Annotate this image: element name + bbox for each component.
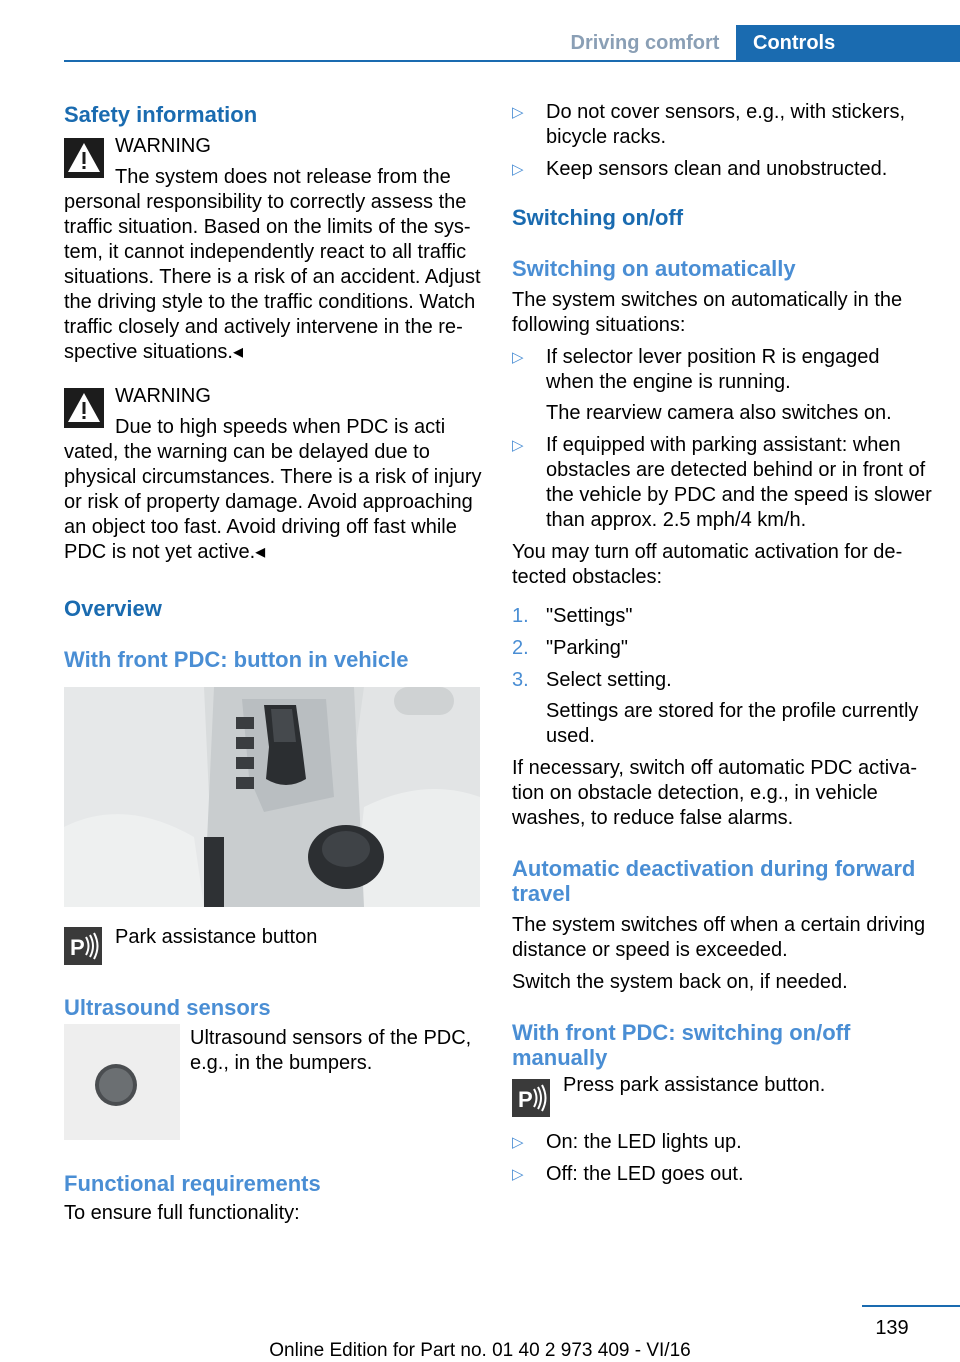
manual-heading: With front PDC: switching on/off manually (512, 1020, 851, 1070)
press-button-text: Press park assistance button. (563, 1074, 826, 1096)
bullet-triangle-icon: ▷ (512, 104, 524, 121)
functional-text: To ensure full functionality: (64, 1202, 300, 1224)
list-item: 1. "Settings" (512, 605, 633, 627)
warning-triangle-icon (64, 138, 104, 178)
overview-heading: Overview (64, 596, 162, 621)
switch-off-text: If necessary, switch off automatic PDC activation on obstacle detection, e.g., in vehicle washes, to reduce false alarms. (512, 757, 917, 829)
safety-heading: Safety information (64, 102, 258, 127)
led-list (512, 1130, 932, 1187)
list-item: ▷ On: the LED lights up. (512, 1131, 742, 1153)
bullet-triangle-icon: ▷ (512, 161, 524, 178)
ultrasound-text: Ultrasound sensors of the PDC, e.g., in the bumpers. (190, 1027, 472, 1074)
auto-on-text: The system switches on automatically in the following situations: (512, 289, 903, 336)
warning-text-first: Due to high speeds when PDC is acti (115, 416, 446, 438)
bullet-triangle-icon: ▷ (512, 437, 524, 454)
park-button-legend (64, 925, 482, 965)
list-item: 2. "Parking" (512, 637, 629, 659)
park-assist-icon (64, 927, 102, 965)
page-number: 139 (875, 1317, 909, 1339)
settings-steps (512, 604, 932, 749)
list-item: 3. Select setting. Settings are stored for the profile currently used. (512, 669, 919, 747)
bullet-triangle-icon: ▷ (512, 349, 524, 366)
edition-footer: Online Edition for Part no. 01 40 2 973 409 - VI/16 (269, 1340, 691, 1361)
list-item: ▷ Off: the LED goes out. (512, 1163, 744, 1185)
press-button-row (512, 1073, 932, 1117)
right-column (512, 100, 932, 1187)
svg-text:P: P (70, 935, 85, 960)
switching-heading: Switching on/off (512, 205, 684, 230)
warning-text-first: The system does not release from the (115, 166, 451, 188)
list-item: ▷ If selector lever position R is engaged when the engine is running. The rearview camera also switches on. (512, 346, 892, 424)
switch-back-text: Switch the system back on, if needed. (512, 971, 848, 993)
bullet-triangle-icon: ▷ (512, 1166, 524, 1183)
header-chapter-tab: Controls (736, 25, 960, 62)
warning-text-rest: personal responsibility to correctly assess the traffic situation. Based on the limits of the system, it cannot independently react to all traffic situations. There is a risk of an accident. Adjust the driving style to the traffic conditions. Watch traffic closely and actively intervene in the respective situations.◂ (64, 191, 481, 363)
warning-block-1 (64, 134, 482, 365)
ultrasound-heading: Ultrasound sensors (64, 995, 271, 1020)
list-item: ▷ Do not cover sensors, e.g., with stickers, bicycle racks. (512, 101, 906, 148)
header-section-label: Driving comfort (570, 32, 720, 54)
requirements-list (512, 100, 932, 182)
auto-deactivation-text: The system switches off when a certain driving distance or speed is exceeded. (512, 914, 926, 961)
bullet-triangle-icon: ▷ (512, 1134, 524, 1151)
header-rule (64, 60, 960, 62)
footer-rule (862, 1305, 960, 1307)
park-assist-icon (512, 1079, 550, 1117)
svg-text:P: P (518, 1087, 533, 1112)
warning-label: WARNING (115, 135, 211, 157)
warning-text-rest: vated, the warning can be delayed due to physical circumstances. There is a risk of injury or risk of property damage. Avoid approaching an object too fast. Avoid driving off fast while PDC is not yet active.◂ (64, 441, 482, 563)
front-pdc-heading: With front PDC: button in vehicle (64, 647, 409, 672)
warning-block-2 (64, 384, 482, 565)
auto-on-list (512, 345, 932, 533)
auto-deactivation-heading: Automatic deactivation during forward travel (512, 856, 916, 906)
list-item: ▷ Keep sensors clean and unobstructed. (512, 158, 888, 180)
auto-on-heading: Switching on automatically (512, 256, 796, 281)
left-column (64, 100, 482, 1226)
list-item: ▷ If equipped with parking assistant: when obstacles are detected behind or in front of the vehicle by PDC and the speed is slower than approx. 2.5 mph/4 km/h. (512, 434, 932, 531)
turn-off-text: You may turn off automatic activation for detected obstacles: (512, 541, 903, 588)
warning-label: WARNING (115, 385, 211, 407)
park-button-label: Park assistance button (115, 926, 318, 948)
ultrasound-sensor-image (64, 1024, 180, 1140)
warning-triangle-icon (64, 388, 104, 428)
functional-heading: Functional requirements (64, 1171, 321, 1196)
ultrasound-block (64, 1024, 482, 1140)
center-console-photo (64, 687, 480, 907)
